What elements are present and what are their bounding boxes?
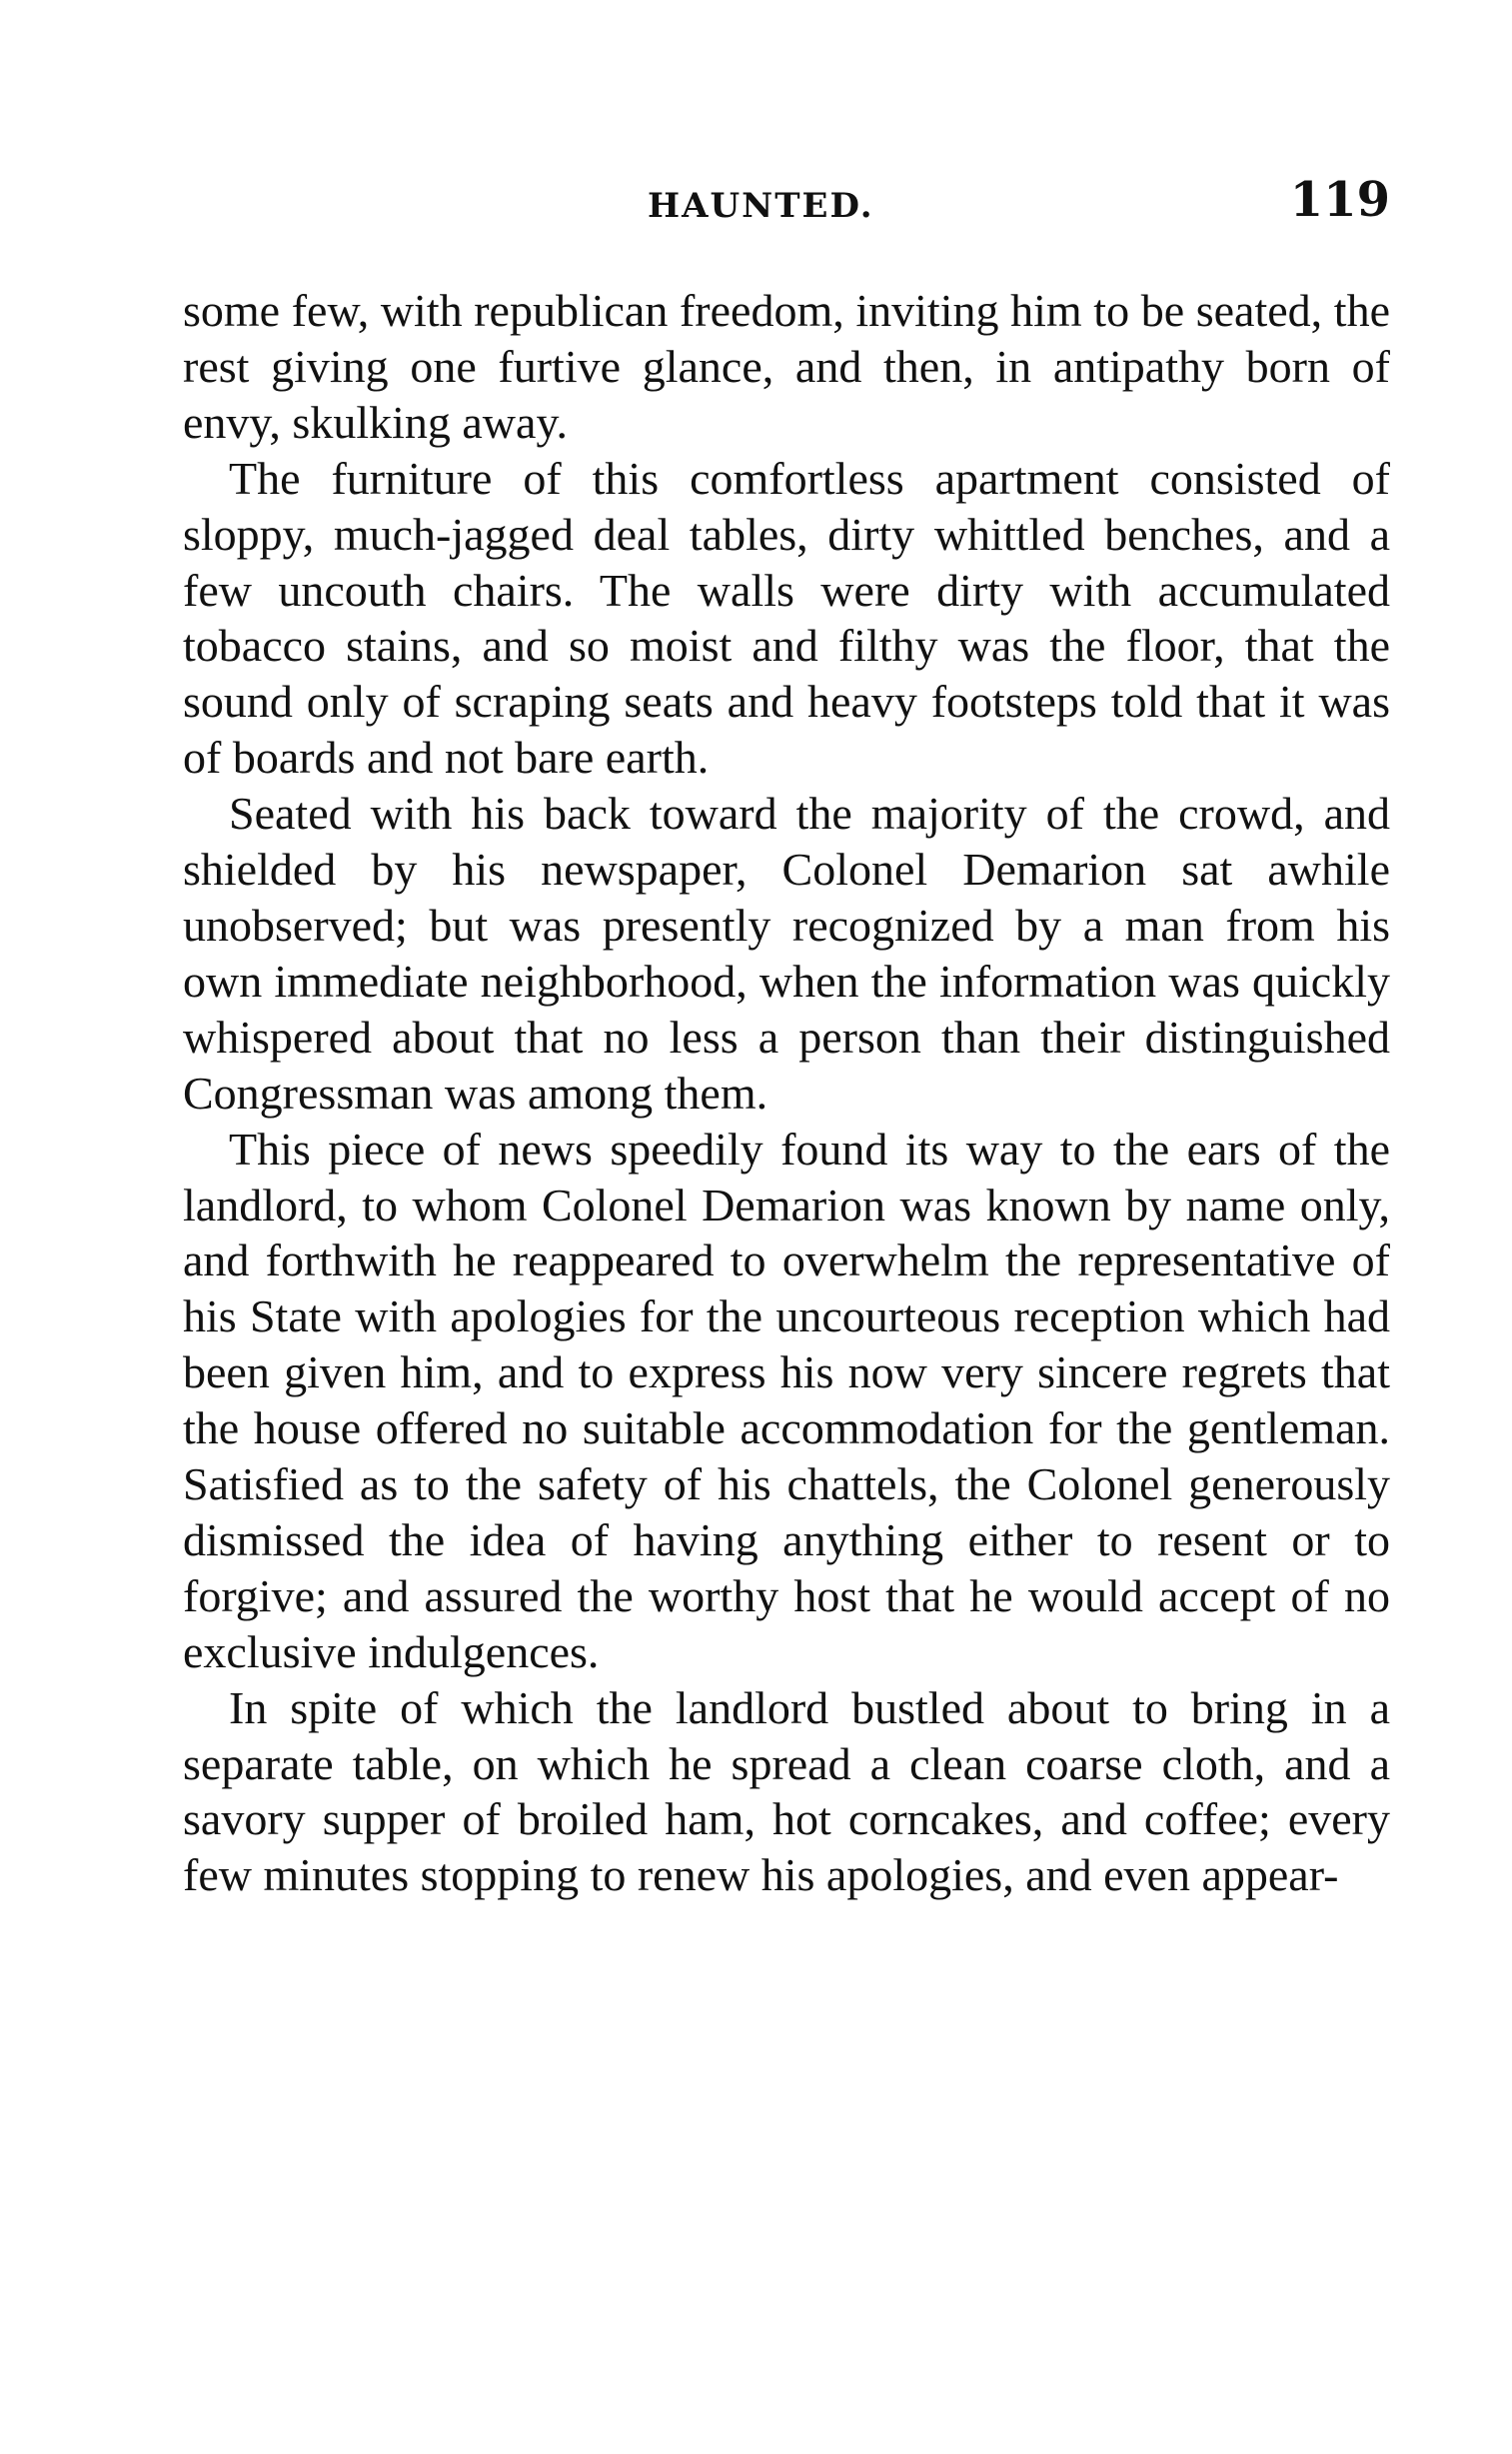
running-head [183, 172, 1390, 232]
body-text [183, 283, 1390, 1903]
page-number: 119 [1289, 172, 1390, 228]
running-title: HAUNTED. [648, 186, 874, 226]
paragraph-news: This piece of news speedily found its way to the ears of the landlord, to whom Colonel Demarion was known by name only, and forthwith he reappeared to overwhelm the representative of his State with apologies for the uncourteous reception which had been given him, and to express his now very sincere regrets that the house offered no suitable accommodation for the gentleman. Satisfied as to the safety of his chattels, the Colonel generously dismissed the idea of having anything either to resent or to forgive; and assured the worthy host that he would accept of no exclusive indulgences. [183, 1123, 1390, 1677]
paragraph-furniture: The furniture of this comfortless apartment consisted of sloppy, much-jagged deal tables, dirty whittled benches, and a few uncouth chairs. The walls were dirty with accumulated tobacco stains, and so moist and filthy was the floor, that the sound only of scraping seats and heavy footsteps told that it was of boards and not bare earth. [183, 452, 1390, 784]
paragraph-supper: In spite of which the landlord bustled about to bring in a separate table, on which he spread a clean coarse cloth, and a savory supper of broiled ham, hot corncakes, and coffee; every few minutes stopping to renew his apologies, and even appear- [183, 1681, 1390, 1901]
paragraph-seated: Seated with his back toward the majority of the crowd, and shielded by his newspaper, Colonel Demarion sat awhile unobserved; but was presently recognized by a man from his own immediate neighborhood, when the information was quickly whispered about that no less a person than their distinguished Congressman was among them. [183, 788, 1390, 1119]
paragraph-continued: some few, with republican freedom, inviting him to be seated, the rest giving one furtive glance, and then, in antipathy born of envy, skulking away. [183, 285, 1390, 448]
